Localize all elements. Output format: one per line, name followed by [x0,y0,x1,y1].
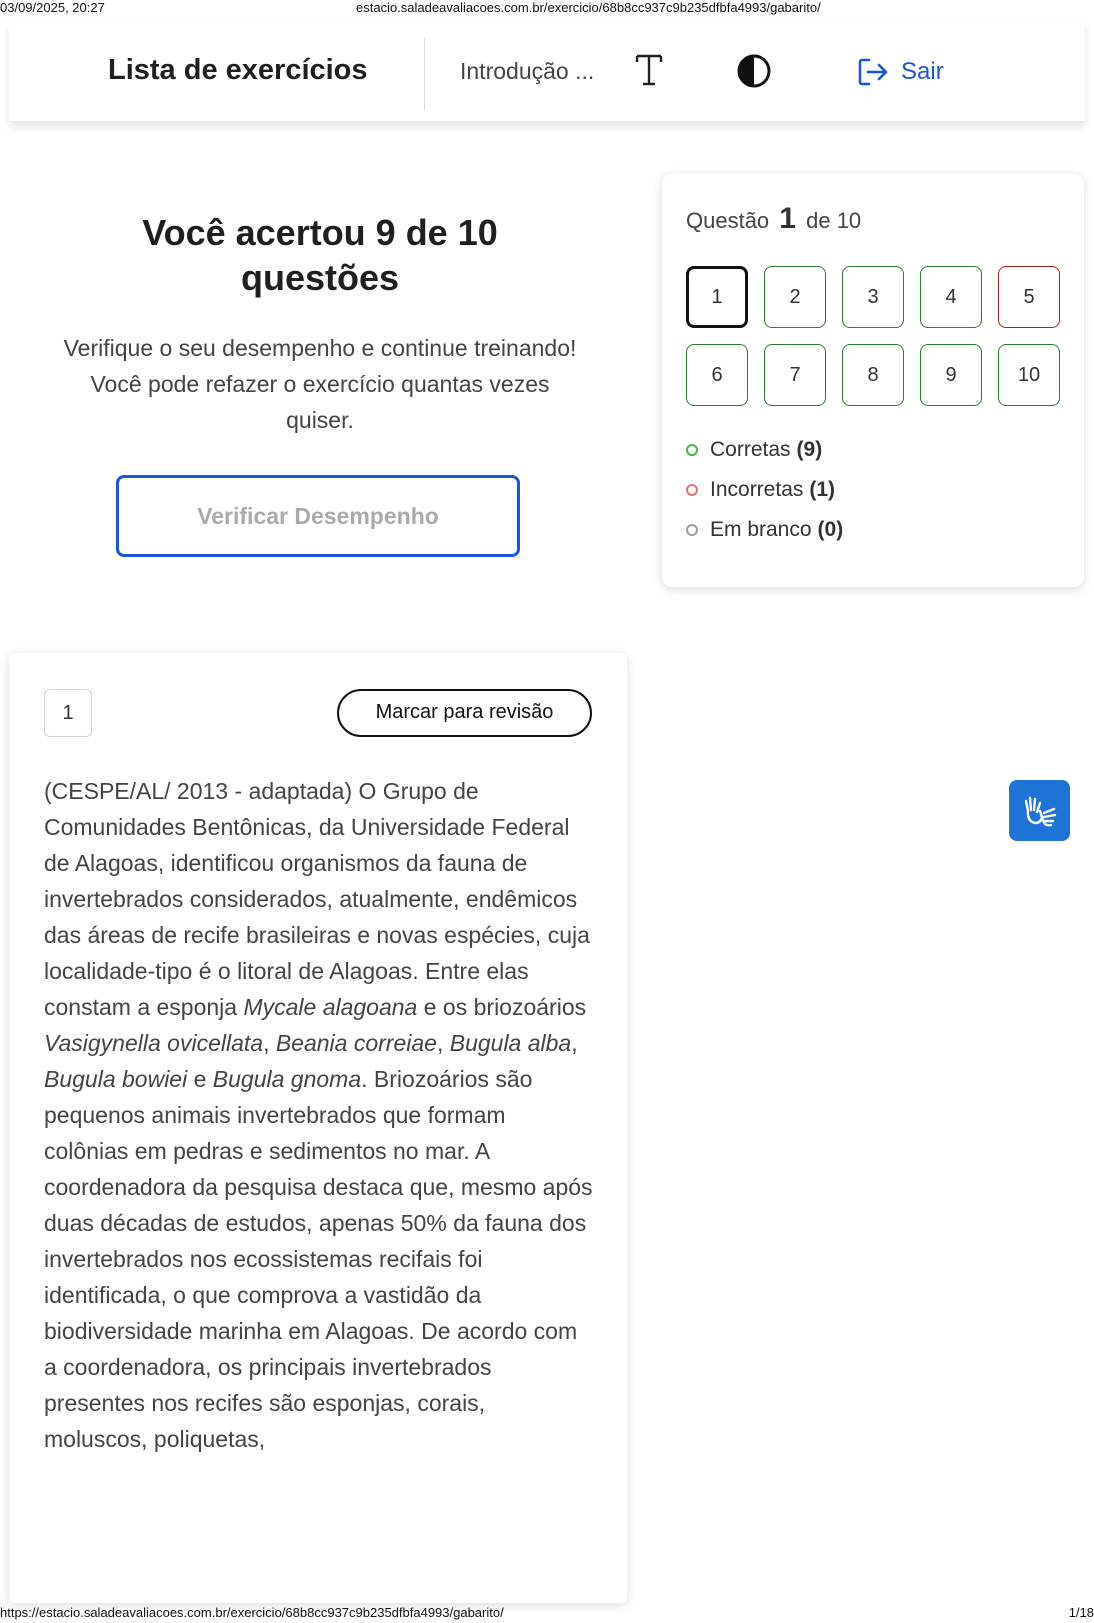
legend-label: Incorretas [710,478,804,501]
blank-dot-icon [686,524,698,536]
legend-count: (9) [796,438,823,461]
print-footer [0,1603,1094,1623]
legend-label: Em branco [710,518,812,541]
question-button-9[interactable]: 9 [920,344,982,406]
header-divider [424,38,425,110]
legend-blank [686,510,843,550]
top-navigation-bar [9,20,1085,121]
status-legend [686,430,843,550]
print-datetime: 03/09/2025, 20:27 [0,0,105,15]
page-number: 1/18 [1068,1605,1094,1620]
question-button-2[interactable]: 2 [764,266,826,328]
page-title: Lista de exercícios [108,54,368,86]
print-url: estacio.saladeavaliacoes.com.br/exercicio/68b8cc937c9b235dfbfa4993/gabarito/ [356,0,821,15]
legend-incorrect [686,470,843,510]
question-number-badge: 1 [44,689,92,737]
correct-dot-icon [686,444,698,456]
question-button-8[interactable]: 8 [842,344,904,406]
question-grid [686,266,1060,406]
question-counter [686,202,861,236]
contrast-icon[interactable] [735,52,773,90]
legend-label: Corretas [710,438,791,461]
question-button-6[interactable]: 6 [686,344,748,406]
footer-url: https://estacio.saladeavaliacoes.com.br/exercicio/68b8cc937c9b235dfbfa4993/gabarito/ [0,1605,504,1620]
legend-correct [686,430,843,470]
counter-suffix: de 10 [806,208,862,233]
legend-count: (0) [817,518,844,541]
incorrect-dot-icon [686,484,698,496]
legend-count: (1) [809,478,836,501]
result-heading: Você acertou 9 de 10 questões [142,212,498,298]
question-card [9,653,627,1603]
counter-prefix: Questão [686,208,770,233]
logout-label: Sair [901,58,944,85]
question-button-10[interactable]: 10 [998,344,1060,406]
logout-button[interactable] [857,54,944,90]
question-button-4[interactable]: 4 [920,266,982,328]
font-size-icon[interactable] [631,50,667,90]
sign-language-icon[interactable] [1009,780,1070,841]
result-summary [60,210,580,438]
counter-current: 1 [779,202,796,235]
question-navigator [662,174,1084,587]
print-header [0,0,1094,16]
result-description: Verifique o seu desempenho e continue treinando! Você pode refazer o exercício quantas vezes quiser. [63,335,577,433]
course-name[interactable]: Introdução ... [460,58,595,84]
mark-for-review-button[interactable]: Marcar para revisão [337,689,592,737]
question-button-3[interactable]: 3 [842,266,904,328]
question-text: (CESPE/AL/ 2013 - adaptada) O Grupo de Comunidades Bentônicas, da Universidade Federal de Alagoas, identificou organismos da fauna de invertebrados considerados, atualmente, endêmicos das áreas de recife brasileiras e novas espécies, cuja localidade-tipo é o litoral de Alagoas. Entre elas constam a esponja Mycale alagoana e os briozoários Vasigynella ovicellata, Beania correiae, Bugula alba, Bugula bowiei e Bugula gnoma. Briozoários são pequenos animais invertebrados que formam colônias em pedras e sedimentos no mar. A coordenadora da pesquisa destaca que, mesmo após duas décadas de estudos, apenas 50% da fauna dos invertebrados nos ecossistemas recifais foi identificada, o que comprova a vastidão da biodiversidade marinha em Alagoas. De acordo com a coordenadora, os principais invertebrados presentes nos recifes são esponjas, corais, moluscos, poliquetas, [44,778,593,1452]
verify-performance-button[interactable]: Verificar Desempenho [116,475,520,557]
question-button-1[interactable]: 1 [686,266,748,328]
logout-icon [857,57,889,87]
question-button-5[interactable]: 5 [998,266,1060,328]
question-button-7[interactable]: 7 [764,344,826,406]
